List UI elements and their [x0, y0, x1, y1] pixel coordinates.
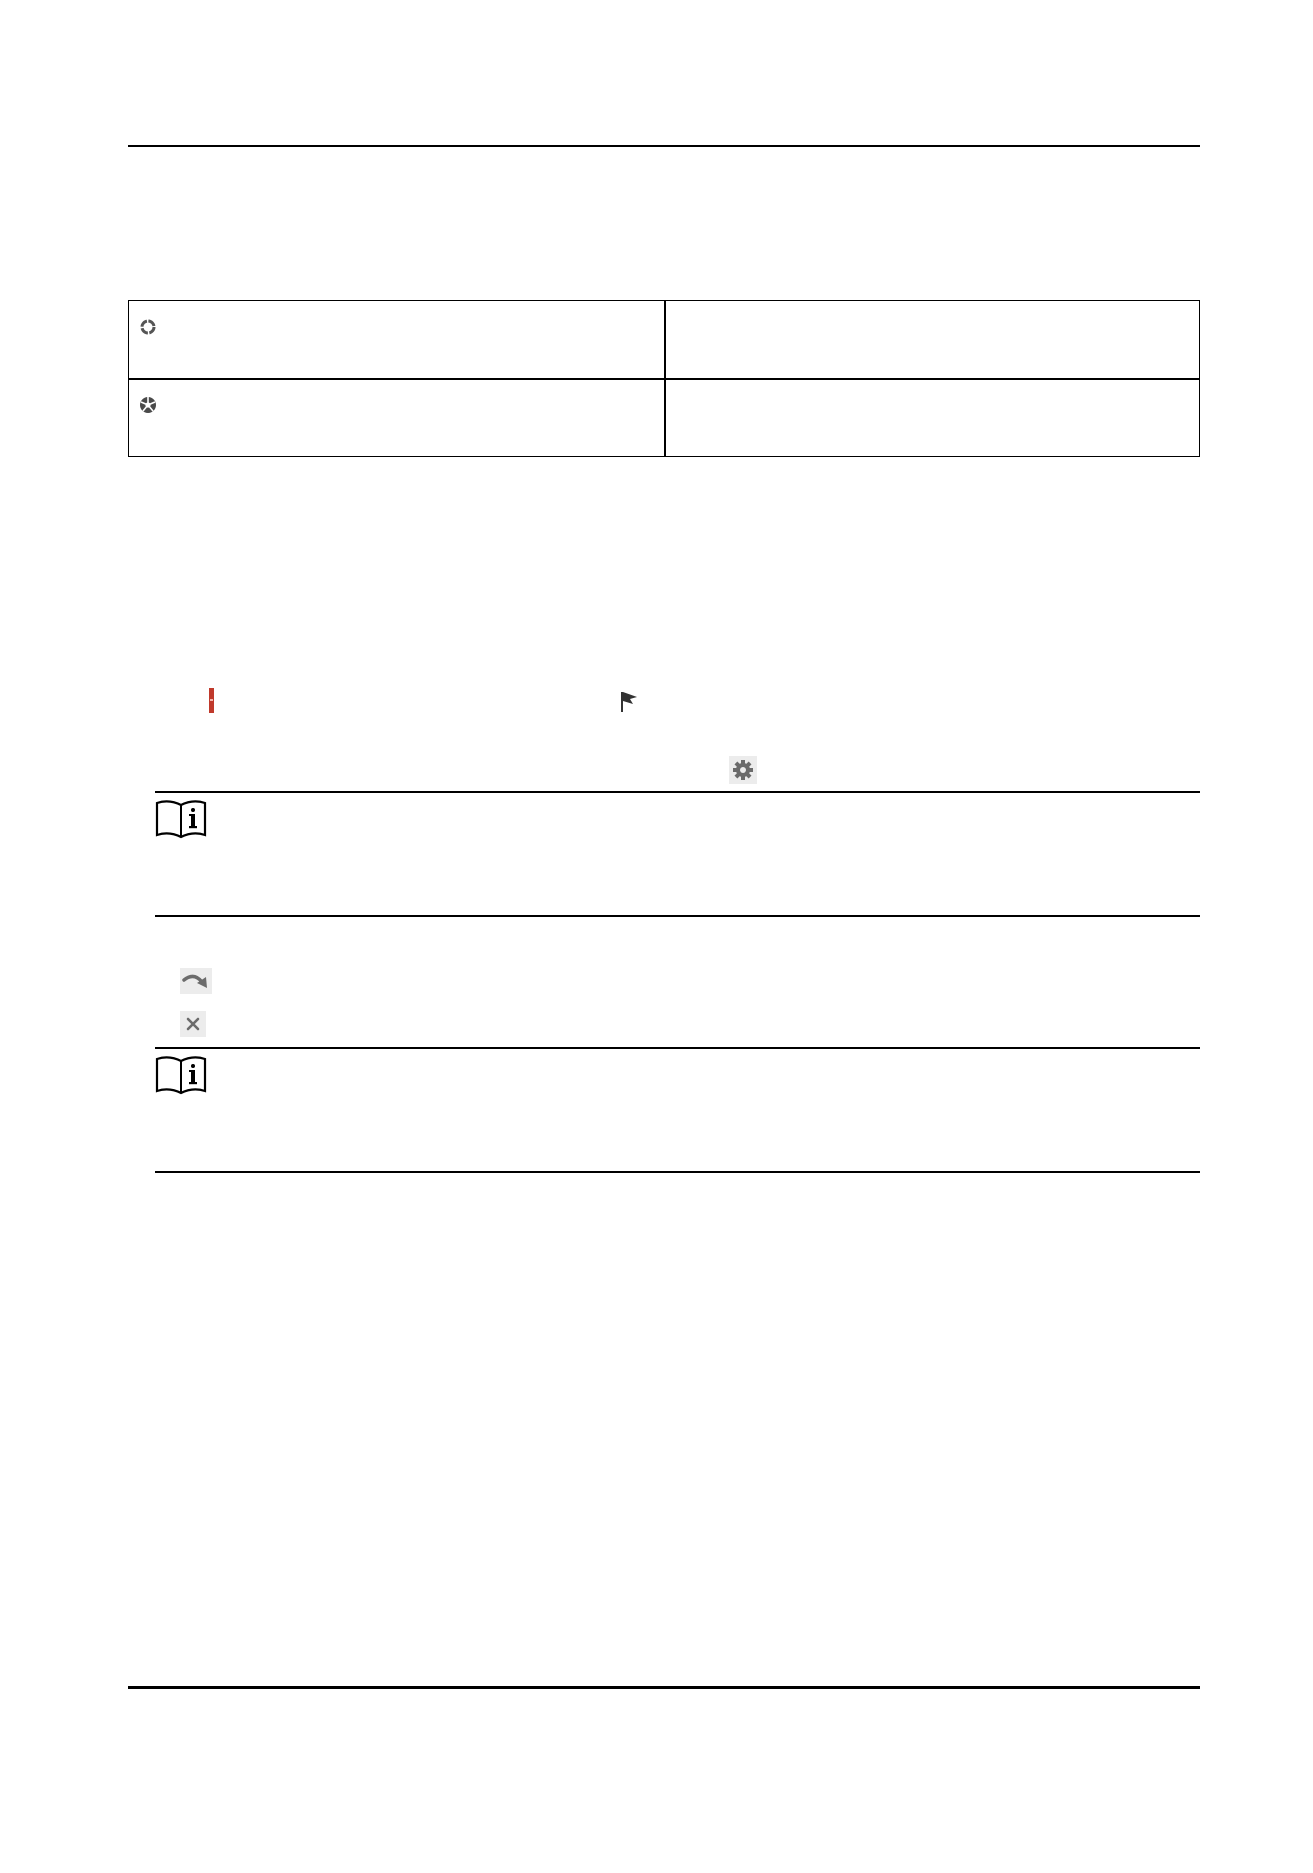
note-bottom-rule [155, 1171, 1200, 1173]
table-cell-description [666, 380, 1199, 456]
flag-icon [619, 690, 639, 714]
red-marker-tick [210, 699, 213, 701]
gear-icon[interactable] [729, 756, 757, 784]
open-circle-icon [139, 318, 157, 336]
table-cell-description [666, 301, 1199, 378]
icon-table [128, 300, 1200, 457]
table-row [129, 380, 664, 456]
close-icon[interactable] [180, 1011, 206, 1037]
note-book-icon [155, 799, 207, 839]
note-top-rule [155, 1047, 1200, 1049]
redo-arrow-icon[interactable] [180, 968, 212, 994]
red-marker-icon [209, 688, 214, 713]
note-book-icon [155, 1055, 207, 1095]
footer-rule [128, 1686, 1200, 1689]
segmented-circle-icon [138, 395, 158, 415]
note-top-rule [155, 791, 1200, 793]
note-bottom-rule [155, 915, 1200, 917]
header-rule [128, 145, 1200, 147]
table-row [129, 301, 664, 378]
